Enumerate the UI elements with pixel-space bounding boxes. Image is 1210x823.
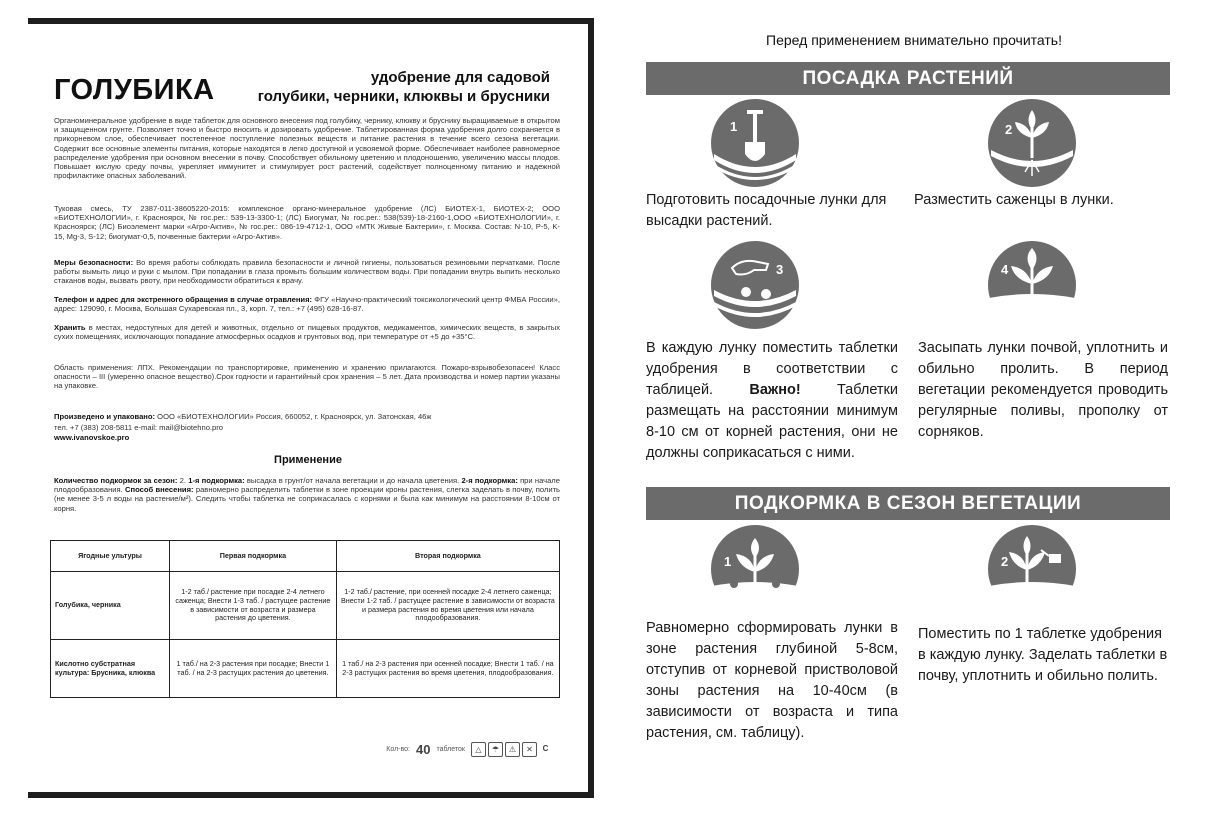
planting-step-1: Подготовить посадочные лунки для высадки растений. [646,192,887,229]
subtitle-line-1: удобрение для садовой [370,69,550,86]
recycle-icon: △ [471,742,486,757]
keep-dry-icon: ☂ [488,742,503,757]
table-header: Первая подкормка [170,541,337,572]
instruction-sheet [620,0,1210,823]
dosage-table [50,540,560,698]
plant-soil-icon [987,240,1077,330]
watering-can-icon [987,524,1077,614]
step-3-important: Важно! [749,382,801,398]
quantity-unit: таблеток [436,746,465,753]
step-3-text-a: В каждую лунку поместить таблетки удобрения в соответствии с таблицей. [646,340,898,398]
storage-block [54,323,560,341]
table-header: Вторая подкормка [336,541,559,572]
svg-text:1: 1 [730,119,738,134]
application-title: Применение [274,454,342,466]
keep-away-children-icon: ⚠ [505,742,520,757]
seedling-icon [987,98,1077,188]
not-food-icon: ✕ [522,742,537,757]
feeding-count-text: 2. [177,476,189,485]
producer-block [54,412,560,421]
table-cell: 1 таб./ на 2-3 растения при посадке; Внести 1 таб. / на 2-3 растущих растения до цветения. [170,640,337,698]
second-feeding-label: 2-я подкормка: [461,476,518,485]
emergency-text: ФГУ «Научно-практический токсикологический центр ФМБА России», адрес: 129090, г. Москва, Большая Сухаревская пл., 3, корп. 7, тел.: +7 (495) 628-16-87. [54,295,560,314]
svg-text:4: 4 [1001,262,1009,277]
emergency-label: Телефон и адрес для экстренного обращения в случае отравления: [54,295,313,304]
quantity-label: Кол-во: [386,746,410,753]
package-symbols [471,742,552,757]
feeding-count-label: Количество подкормок за сезон: [54,476,178,485]
table-row [51,572,560,640]
feeding-hand-icon [710,524,800,614]
subtitle-line-2: голубики, черники, клюквы и брусники [257,88,550,105]
shovel-icon [710,98,800,188]
second-feeding-text: при начале плодообразования. [54,476,560,495]
hand-tablet-icon [710,240,800,330]
eac-mark-icon: C [542,744,549,753]
composition-text: Туковая смесь, ТУ 2387-011-38605220-2015: комплексное органо-минеральное удобрение (ЛС) БИОТЕХ-1, БИОТЕХ-2; ООО «БИОТЕХНОЛОГИИ», г. Красноярск, № гос.рег.: 539-13-3300-1; (ЛС) Биогумат, № гос.рег.: 538(539)-18-2160-1,ООО «БИОТЕХНОЛОГИИ», г. Красноярск; (ЛС) Биоэлемент марки «Агро-Актив», № гос.рег.: 086-19-4712-1, ООО «МТК Живые Бактерии», г. Москва. Состав: N-10, P-5, K-15, Mg-3, S-12; биогумат-0,5, почвенные бактерии «Агро-Актив». [54,204,560,241]
planting-step-3 [646,338,898,464]
storage-text: в местах, недоступных для детей и животных, отдельно от пищевых продуктов, медикаментов, химических веществ, в закрытых сухих помещениях, исключающих попадание атмосферных осадков и грунтовых вод, при температуре от +5 до +35°С. [54,323,560,342]
producer-phone: тел. +7 (383) 208-5811 e-mail: mail@biotehno.pro [54,423,224,432]
table-header-row [51,541,560,572]
table-cell: 1-2 таб./ растение, при осенней посадке 2-4 летнего саженца; Внести 1-2 таб. / растущее растение в зависимости от возраста и размера растения во время цветения или начала плодообразования. [336,572,559,640]
producer-text: ООО «БИОТЕХНОЛОГИИ» Россия, 660052, г. Красноярск, ул. Затонская, 46ж [155,412,432,421]
emergency-block [54,295,560,313]
quantity-value: 40 [415,742,431,757]
product-subtitle [220,68,550,106]
section-feeding-title: ПОДКОРМКА В СЕЗОН ВЕГЕТАЦИИ [646,487,1170,520]
section-planting-title: ПОСАДКА РАСТЕНИЙ [646,62,1170,95]
product-intro: Органоминеральное удобрение в виде таблеток для основного внесения под голубику, чернику, клюкву и бруснику выращиваемые в открытом и защищенном грунте. Позволяет точно и быстро вносить и дозировать удобрение. Таблетированная форма удобрения долго сохраняется в прикорневом слое, обеспечивает постепенное поступление полезных веществ и питание растения в течение всего сезона вегетации. Содержит все основные элементы питания, которые находятся в легко доступной и усвояемой форме. Обеспечивает наиболее равномерное распределение удобрения при основном внесении в почву. Способствует обильному цветению и плодоношению, увеличению массы плодов. Повышает кислую среду почвы, укрепляет иммунитет и стимулирует рост растений, содействует полноценному питанию и надежной профилактике опасных заболеваний. [54,116,560,181]
first-feeding-text: высадка в грунт/от начала вегетации и до начала цветения. [244,476,462,485]
table-row [51,640,560,698]
safety-text: Во время работы соблюдать правила безопасности и личной гигиены, пользоваться резиновыми перчатками. После работы вымыть лицо и руки с мылом. При попадании в глаза промыть большим количеством воды. При попадании внутрь выпить несколько стаканов воды, вызвать рвоту, при необходимости обратиться к врачу. [54,258,560,286]
svg-text:2: 2 [1005,122,1013,137]
planting-step-2: Разместить саженцы в лунки. [914,192,1114,208]
producer-label: Произведено и упаковано: [54,412,156,421]
first-feeding-label: 1-я подкормка: [188,476,245,485]
feeding-step-1: Равномерно сформировать лунки в зоне растения глубиной 5-8см, отступив от корневой пристволовой зоны растения на 10-40см (в зависимости от возраста и типа растения, см. таблицу). [646,620,898,741]
table-header: Ягодные ультуры [51,541,170,572]
read-before-use-note: Перед применением внимательно прочитать! [766,32,1062,48]
step-3-text-b: Таблетки размещать на расстоянии минимум 8-10 см от корней растения, они не должны соприкасаться с ними. [646,382,898,461]
svg-text:3: 3 [776,262,784,277]
planting-step-4: Засыпать лунки почвой, уплотнить и обильно пролить. В период вегетации рекомендуется проводить регулярные поливы, прополку от сорняков. [918,340,1168,440]
producer-website: www.ivanovskoe.pro [54,433,130,442]
method-label: Способ внесения: [125,485,194,495]
method-text: равномерно распределить таблетки в зоне проекции кроны растения, слегка заделать в почву, полить (не менее 3-5 л воды на растение/м²). Следить чтобы таблетка не соприкасалась с корнями и была как минимум на расстоянии 8-10см от корня. [54,485,560,513]
scope-text: Область применения: ЛПХ. Рекомендации по транспортировке, применению и хранению прилагаются. Пожаро-взрывобезопасен! Класс опасности – III (умеренно опасное вещество).Срок годности и гарантийный срок хранения – 5 лет. Дата производства и номер партии указаны на упаковке. [54,363,560,391]
safety-label: Меры безопасности: [54,258,134,267]
feeding-step-2: Поместить по 1 таблетке удобрения в каждую лунку. Заделать таблетки в почву, уплотнить и обильно полить. [918,626,1168,684]
package-footer [386,742,552,757]
feeding-instructions [54,476,560,513]
svg-text:2: 2 [1001,554,1009,569]
table-cell: Кислотно субстратная культура: Брусника, клюква [51,640,170,698]
product-label-sheet [28,18,594,798]
svg-text:1: 1 [724,554,732,569]
table-cell: Голубика, черника [51,572,170,640]
safety-block [54,258,560,286]
product-brand: ГОЛУБИКА [54,74,215,106]
table-cell: 1-2 таб./ растение при посадке 2-4 летнего саженца; Внести 1-3 таб. / растущее растение в зависимости от возраста и размера растения до цветения. [170,572,337,640]
table-cell: 1 таб./ на 2-3 растения при осенней посадке; Внести 1 таб. / на 2-3 растущих растения во время цветения, плодообразования. [336,640,559,698]
storage-label: Хранить [54,323,86,332]
